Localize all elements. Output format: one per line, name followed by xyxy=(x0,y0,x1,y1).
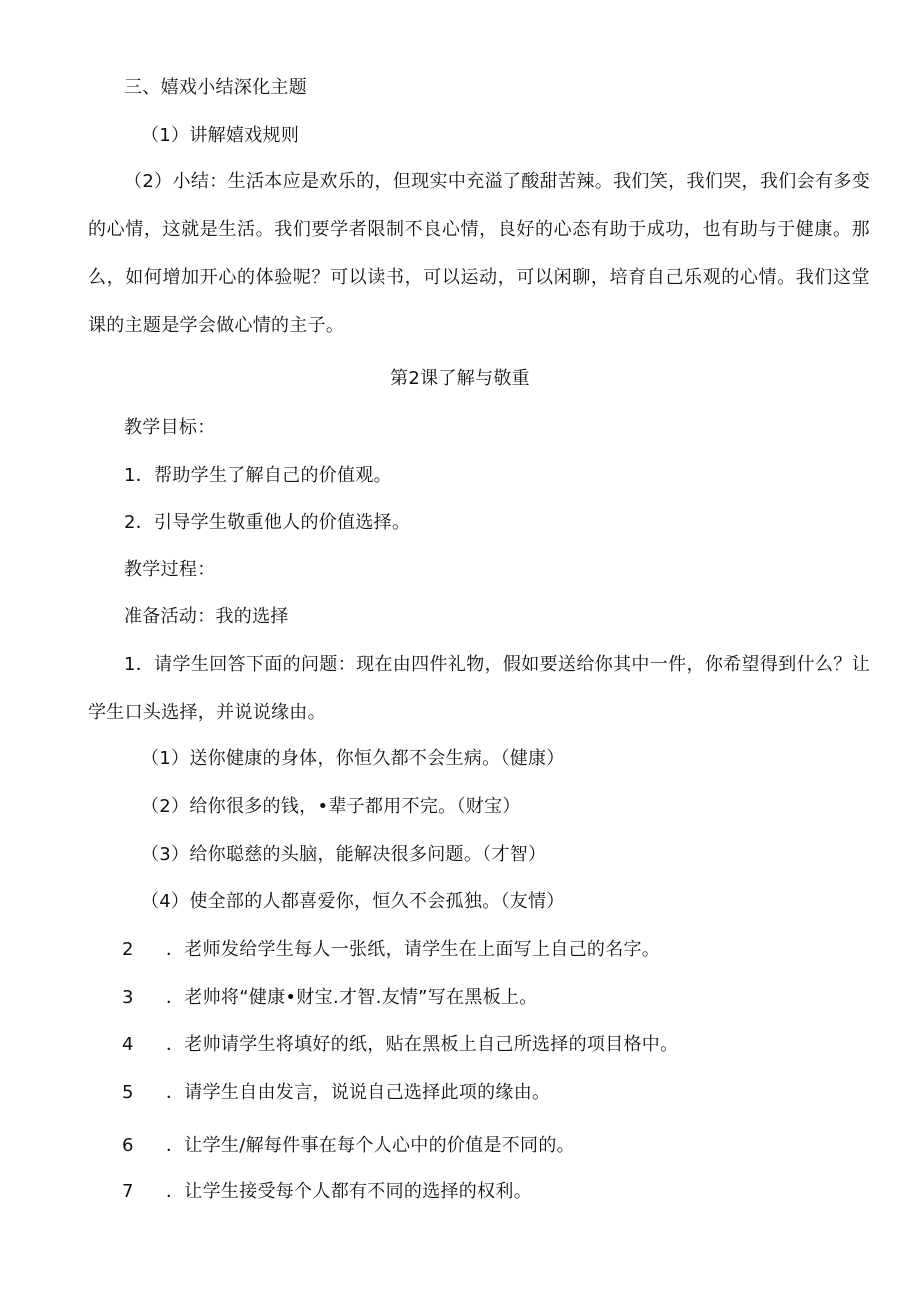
step-number: 5 xyxy=(122,1082,134,1103)
lesson-title: 第2课了解与敬重 xyxy=(390,368,530,389)
section-heading: 三、嬉戏小结深化主题 xyxy=(124,77,307,98)
option-item: （2）给你很多的钱，•辈子都用不完。（财宝） xyxy=(141,796,521,817)
option-item: （3）给你聪慈的头脑，能解决很多问题。（才智） xyxy=(141,844,547,865)
summary-paragraph: （2）小结：生活本应是欢乐的，但现实中充溢了酸甜苦辣。我们笑，我们哭，我们会有多变的心情，这就是生活。我们要学者限制不良心情，良好的心态有助于成功，也有助与于健康。那么，如何增加开心的体验呢？可以读书，可以运动，可以闲聊，培育自己乐观的心情。我们这堂课的主题是学会做心情的主子。 xyxy=(88,171,870,336)
list-item: （1）讲解嬉戏规则 xyxy=(141,125,300,146)
step-number: 3 xyxy=(122,987,134,1008)
process-heading: 教学过程： xyxy=(124,559,216,580)
step-text: ．请学生自由发言，说说自己选择此项的缘由。 xyxy=(166,1082,551,1103)
list-item: 1．帮助学生了解自己的价值观。 xyxy=(124,465,392,486)
list-item: 2．引导学生敬重他人的价值选择。 xyxy=(124,512,411,533)
option-item: （1）送你健康的身体，你恒久都不会生病。（健康） xyxy=(141,748,565,769)
step-text: ．老帅请学生将填好的纸，贴在黑板上自己所选择的项目格中。 xyxy=(166,1034,679,1055)
step-number: 7 xyxy=(122,1181,134,1202)
step-text: ．老帅将“健康•财宝.才智.友情”写在黑板上。 xyxy=(166,987,538,1008)
step-number: 4 xyxy=(122,1034,134,1055)
prep-heading: 准备活动：我的选择 xyxy=(124,606,289,627)
step-paragraph: 1．请学生回答下面的问题：现在由四件礼物，假如要送给你其中一件，你希望得到什么？让学生口头选择，并说说缘由。 xyxy=(88,654,870,723)
step-text: ．老师发给学生每人一张纸，请学生在上面写上自己的名字。 xyxy=(166,939,661,960)
step-text: ．让学生/解每件事在每个人心中的价值是不同的。 xyxy=(166,1135,575,1156)
step-text: ．让学生接受每个人都有不同的选择的权利。 xyxy=(166,1181,532,1202)
step-number: 2 xyxy=(122,939,134,960)
step-number: 6 xyxy=(122,1135,134,1156)
option-item: （4）使全部的人都喜爱你，恒久不会孤独。（友情） xyxy=(141,891,565,912)
goals-heading: 教学目标： xyxy=(124,417,216,438)
